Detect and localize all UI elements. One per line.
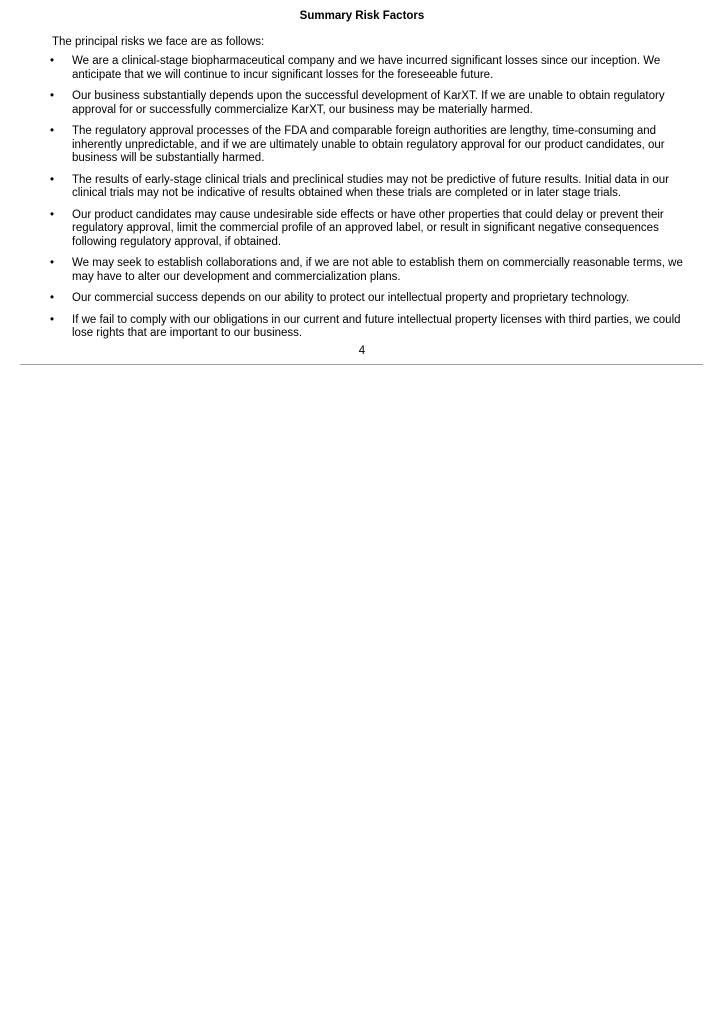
risk-list (50, 55, 702, 349)
risk-text: The regulatory approval processes of the FDA and comparable foreign authorities are lengthy, time-consuming and inherently unpredictable, and if we are ultimately unable to obtain regulatory approval for our product candidates, our business will be substantially harmed. (72, 125, 665, 164)
section-title: Summary Risk Factors (299, 10, 425, 22)
bullet-icon: • (50, 208, 55, 221)
risk-text: We are a clinical-stage biopharmaceutical company and we have incurred significant losses since our inception. We anticipate that we will continue to incur significant losses for the foreseeable future. (72, 55, 661, 81)
risk-item (50, 55, 702, 82)
bullet-icon: • (50, 292, 55, 304)
risk-text: Our product candidates may cause undesirable side effects or have other properties that could delay or prevent their regulatory approval, limit the commercial profile of an approved label, or result in significant negative consequences following regulatory approval, if obtained. (72, 208, 664, 248)
risk-text: Our commercial success depends on our ability to protect our intellectual property and proprietary technology. (72, 292, 630, 304)
risk-text: If we fail to comply with our obligations in our current and future intellectual property licenses with third parties, we could lose rights that are important to our business. (72, 313, 681, 339)
risk-text: The results of early-stage clinical trials and preclinical studies may not be predictive of future results. Initial data in our clinical trials may not be indicative of results obtained when these trials are completed or in later stage trials. (72, 173, 670, 199)
page-number: 4 (358, 345, 366, 357)
page-divider (20, 364, 703, 365)
risk-item (50, 257, 702, 284)
risk-text: Our business substantially depends upon the successful development of KarXT. If we are unable to obtain regulatory approval for or successfully commercialize KarXT, our business may be materially harmed. (72, 90, 665, 116)
risk-item (50, 174, 702, 201)
intro-text: The principal risks we face are as follows: (52, 36, 265, 48)
risk-item (50, 209, 702, 250)
risk-item (50, 90, 702, 117)
bullet-icon: • (50, 173, 55, 186)
risk-text: We may seek to establish collaborations and, if we are not able to establish them on commercially reasonable terms, we may have to alter our development and commercialization plans. (72, 257, 683, 283)
risk-item (50, 292, 702, 306)
bullet-icon: • (50, 125, 55, 137)
risk-item (50, 125, 702, 166)
bullet-icon: • (50, 55, 55, 67)
bullet-icon: • (50, 313, 55, 326)
risk-item (50, 314, 702, 341)
bullet-icon: • (50, 257, 55, 269)
bullet-icon: • (50, 90, 55, 102)
